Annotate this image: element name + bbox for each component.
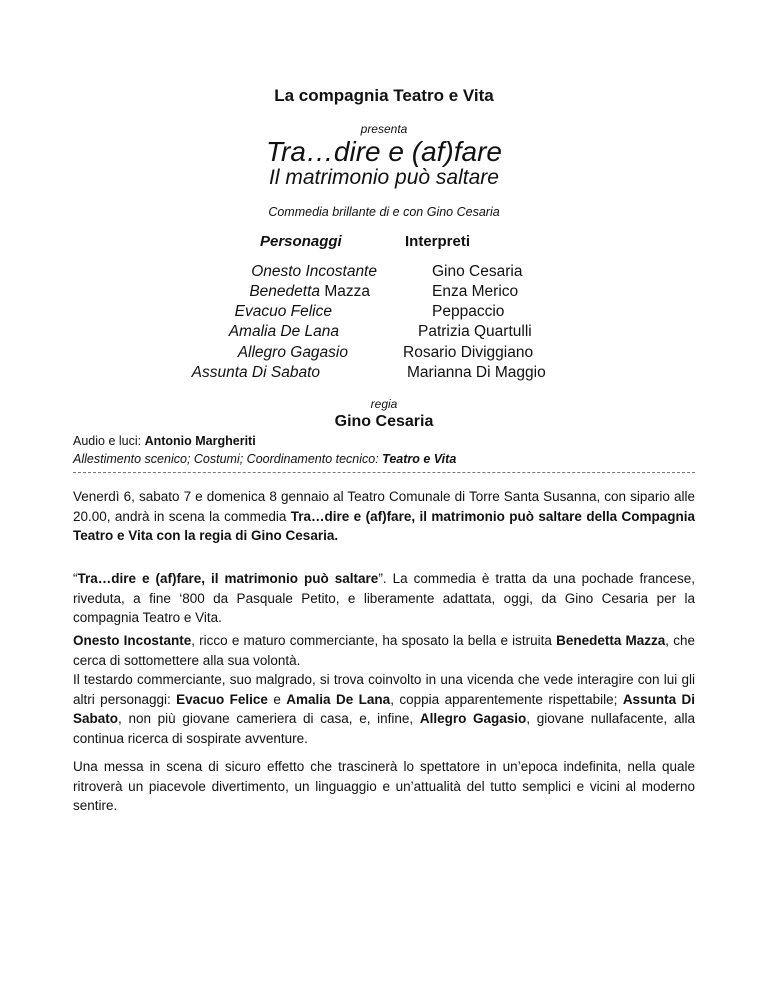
cast-role: Evacuo Felice: [234, 303, 332, 320]
text-bold: Assunta Di Sabato: [73, 691, 696, 726]
paragraph-origin: [73, 569, 695, 628]
cast-actor: Peppaccio: [432, 303, 505, 320]
cast-role: Amalia De Lana: [228, 323, 339, 340]
text: ”. La commedia è tratta da una pochade francese, riveduta, a fine ‘800 da Pasquale Petito, e liberamente adattata, oggi, da Gino Cesaria per la compagnia Teatro e Vita.: [73, 571, 696, 625]
actors-heading: Interpreti: [405, 233, 471, 250]
text-bold: Teatro e Vita con la regia di Gino Cesaria.: [73, 528, 339, 543]
cast-actor: Enza Merico: [432, 283, 519, 300]
audio-credit: [73, 434, 256, 448]
text-bold: Evacuo Felice: [176, 691, 268, 707]
staging-label: Allestimento scenico; Costumi; Coordinamento tecnico:: [73, 452, 383, 466]
text-bold: Tra…dire e (af)fare, il matrimonio può saltare: [77, 571, 379, 586]
play-title: Tra…dire e (af)fare: [266, 136, 502, 167]
text: e: [267, 691, 287, 707]
cast-role-plain: Mazza: [320, 283, 370, 300]
paragraph-closing: Una messa in scena di sicuro effetto che trascinerà lo spettatore in un’epoca indefinita, nella quale ritroverà un piacevole divertimento, un linguaggio e un’attualità del tutto semplici e vicini al moderno sentire.: [73, 759, 695, 813]
text-bold: Amalia De Lana: [286, 691, 391, 707]
text-bold: Onesto Incostante: [73, 633, 192, 648]
company-name: La compagnia Teatro e Vita: [274, 86, 494, 105]
text: Il testardo commerciante, suo malgrado, si trova coinvolto in una vicenda che vede interagire con lui gli altri personaggi:: [73, 672, 695, 707]
dashed-divider: [73, 472, 695, 473]
characters-heading: Personaggi: [260, 233, 342, 250]
text: , non più giovane cameriera di casa, e, infine,: [118, 711, 420, 726]
direction-label: regia: [370, 397, 398, 411]
audio-label: Audio e luci:: [73, 434, 145, 448]
paragraph-plot: [73, 631, 695, 748]
text-bold: Tra…dire e (af)fare, il matrimonio può saltare della Compagnia: [290, 508, 695, 524]
cast-actor: Marianna Di Maggio: [407, 364, 546, 381]
director-name: Gino Cesaria: [334, 413, 434, 430]
text: , ricco e maturo commerciante, ha sposato la bella e istruita: [191, 633, 557, 648]
comedy-description: Commedia brillante di e con Gino Cesaria: [268, 205, 500, 219]
text-bold: Benedetta Mazza: [556, 633, 666, 648]
staging-credit: [73, 452, 456, 466]
staging-name: Teatro e Vita: [382, 452, 457, 466]
cast-actor: Patrizia Quartulli: [418, 323, 532, 340]
text: , coppia apparentemente rispettabile;: [390, 691, 623, 707]
text: , che cerca di sottomettere alla sua volontà.: [73, 633, 695, 668]
play-subtitle: Il matrimonio può saltare: [269, 166, 499, 189]
text: “: [73, 571, 78, 586]
cast-role: Allegro Gagasio: [237, 344, 348, 361]
text: , giovane nullafacente, alla continua ricerca di sospirate avventure.: [73, 711, 695, 746]
cast-actor: Gino Cesaria: [432, 263, 523, 280]
paragraph-event: [73, 487, 695, 546]
text: Venerdì 6, sabato 7 e domenica 8 gennaio al Teatro Comunale di Torre Santa Susanna, con sipario alle 20.00, andrà in scena la commedia: [73, 489, 695, 524]
cast-role-italic: Benedetta: [249, 283, 321, 300]
cast-actor: Rosario Diviggiano: [403, 344, 534, 361]
audio-name: Antonio Margheriti: [144, 434, 256, 448]
cast-role: Assunta Di Sabato: [191, 364, 320, 381]
text-bold: Allegro Gagasio: [419, 711, 527, 726]
cast-role: Onesto Incostante: [251, 263, 377, 280]
presents-label: presenta: [360, 122, 408, 136]
cast-role: [249, 283, 370, 301]
